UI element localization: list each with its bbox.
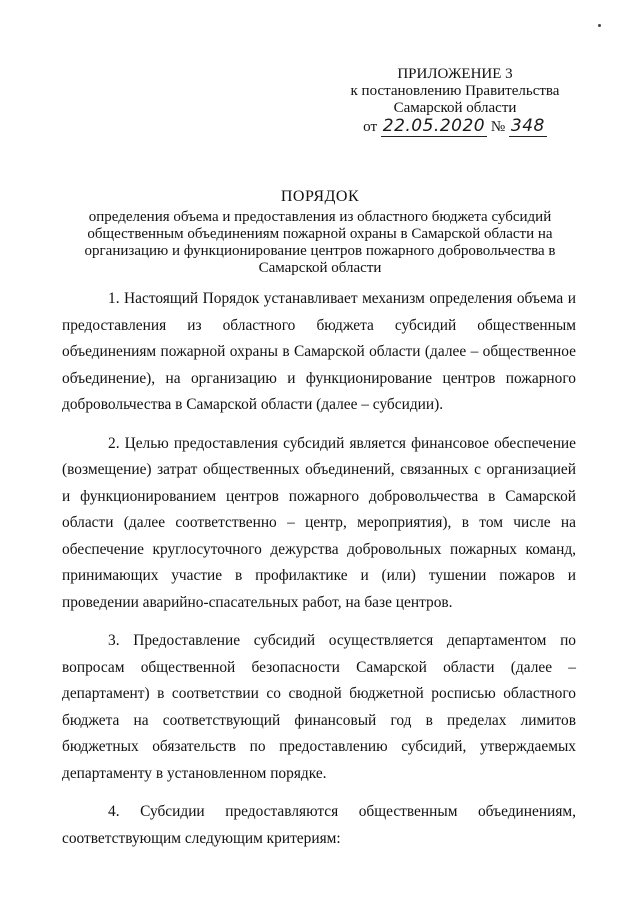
handwritten-number: 348 (510, 116, 545, 136)
appendix-header (330, 66, 580, 136)
date-prefix: от (363, 119, 377, 135)
document-title: ПОРЯДОК (280, 188, 360, 205)
appendix-line-2: Самарской области (393, 100, 517, 116)
document-body (62, 286, 576, 864)
paragraph-3: 3. Предоставление субсидий осуществляется департаментом по вопросам общественной безопасности Самарской области (далее – департамент) в соответствии со сводной бюджетной росписью областного бюджета на соответствующий финансовый год в пределах лимитов бюджетных обязательств по предоставлению субсидий, утверждаемых департаменту в установленном порядке. (62, 632, 576, 782)
paragraph-2: 2. Целью предоставления субсидий является финансовое обеспечение (возмещение) затрат общественных объединений, связанных с организацией и функционированием центров пожарного добровольчества в Самарской области (далее соответственно – центр, мероприятия), в том числе на обеспечение круглосуточного дежурства добровольных пожарных команд, принимающих участие в профилактике и (или) тушении пожаров и проведении аварийно-спасательных работ, на базе центров. (62, 434, 576, 611)
appendix-line-1: к постановлению Правительства (350, 83, 560, 99)
paragraph-1: 1. Настоящий Порядок устанавливает механизм определения объема и предоставления из областного бюджета субсидий общественным объединениям пожарной охраны в Самарской области (далее – общественное объединение), на организацию и функционирование центров пожарного добровольчества в Самарской области (далее – субсидии). (62, 290, 576, 413)
scan-speck (598, 24, 601, 27)
appendix-date-line (330, 118, 580, 136)
number-prefix: № (490, 119, 506, 135)
handwritten-date: 22.05.2020 (382, 116, 486, 136)
paragraph-4: 4. Субсидии предоставляются общественным объединениям, соответствующим следующим критериям: (62, 803, 576, 847)
appendix-title: ПРИЛОЖЕНИЕ 3 (397, 66, 513, 82)
document-heading (60, 186, 580, 277)
document-subtitle: определения объема и предоставления из областного бюджета субсидий общественным объединениям пожарной охраны в Самарской области на организацию и функционирование центров пожарного добровольчества в Самарской области (84, 209, 556, 276)
